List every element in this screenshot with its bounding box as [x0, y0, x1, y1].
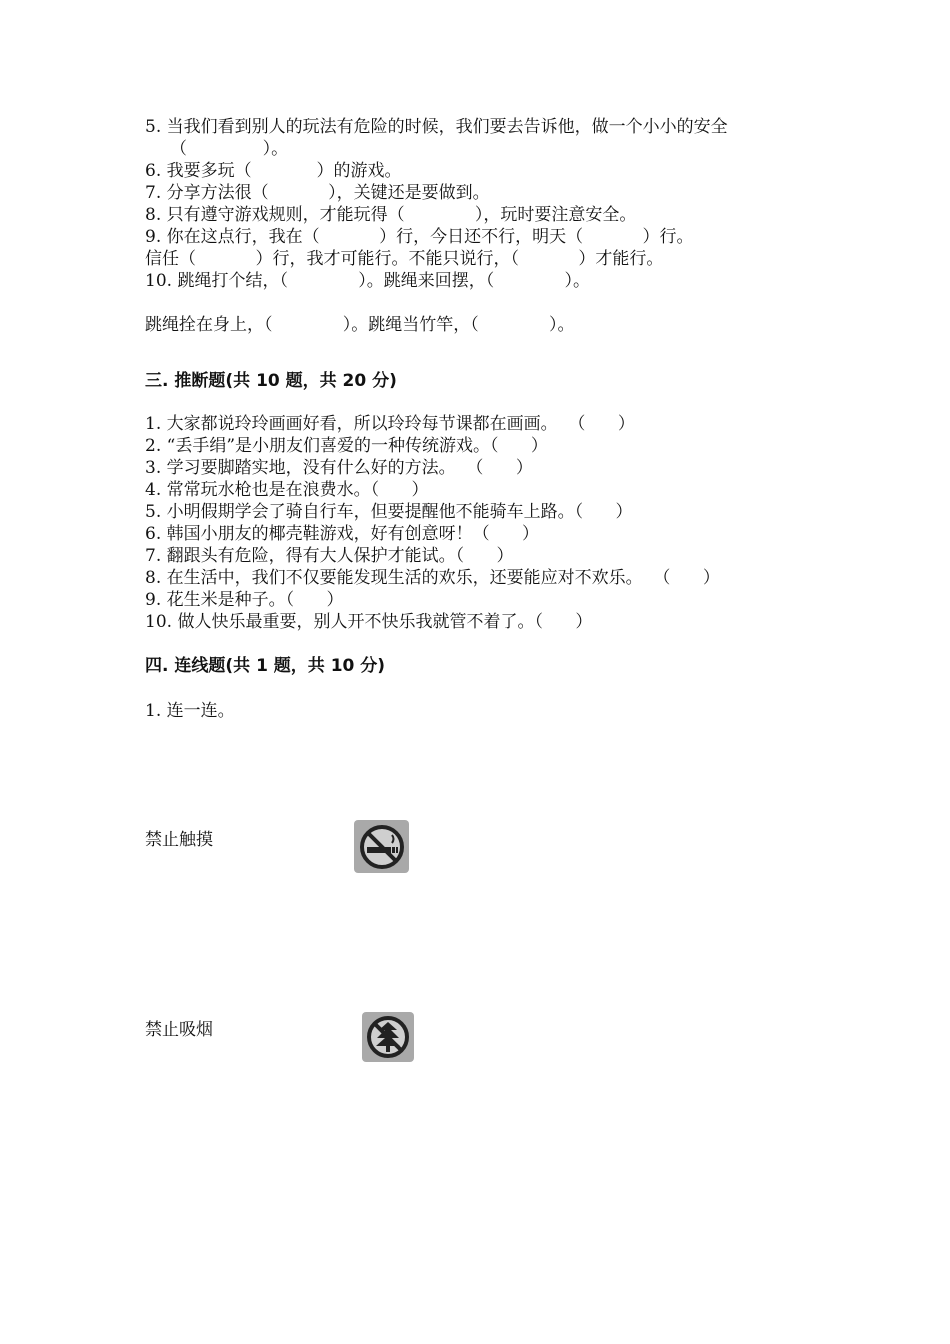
fill-blank-q9: 9. 你在这点行，我在（ ）行，今日还不行，明天（ ）行。	[145, 227, 694, 247]
judge-item-8: 8. 在生活中，我们不仅要能发现生活的欢乐，还要能应对不欢乐。 （ ）	[145, 568, 720, 588]
judge-item-6: 6. 韩国小朋友的椰壳鞋游戏，好有创意呀！（ ）	[145, 524, 540, 544]
judge-item-4: 4. 常常玩水枪也是在浪费水。（ ）	[145, 480, 429, 500]
fill-blank-q6: 6. 我要多玩（ ）的游戏。	[145, 161, 402, 181]
fill-blank-q5-blank: （ ）。	[170, 139, 289, 159]
section-3-title: 三. 推断题(共 10 题，共 20 分)	[145, 371, 397, 391]
fill-blank-q9-cont: 信任（ ）行，我才可能行。不能只说行，（ ）才能行。	[145, 249, 664, 269]
fill-blank-q7: 7. 分享方法很（ ），关键还是要做到。	[145, 183, 490, 203]
fill-blank-q10: 10. 跳绳打个结，（ ）。跳绳来回摆，（ ）。	[145, 271, 590, 291]
fill-blank-q5: 5. 当我们看到别人的玩法有危险的时候，我们要去告诉他，做一个小小的安全	[145, 117, 728, 137]
match-label-no-touch: 禁止触摸	[145, 830, 213, 850]
no-logging-icon	[362, 1012, 414, 1062]
judge-item-10: 10. 做人快乐最重要，别人开不快乐我就管不着了。（ ）	[145, 612, 593, 632]
judge-item-7: 7. 翻跟头有危险，得有大人保护才能试。（ ）	[145, 546, 514, 566]
no-smoking-icon	[354, 820, 409, 873]
judge-item-2: 2. “丢手绢”是小朋友们喜爱的一种传统游戏。（ ）	[145, 436, 548, 456]
judge-item-3: 3. 学习要脚踏实地，没有什么好的方法。 （ ）	[145, 458, 533, 478]
fill-blank-q10-cont: 跳绳拴在身上，（ ）。跳绳当竹竿，（ ）。	[145, 315, 575, 335]
judge-item-5: 5. 小明假期学会了骑自行车，但要提醒他不能骑车上路。（ ）	[145, 502, 633, 522]
section-4-title: 四. 连线题(共 1 题，共 10 分)	[145, 656, 386, 676]
judge-item-1: 1. 大家都说玲玲画画好看，所以玲玲每节课都在画画。 （ ）	[145, 414, 635, 434]
match-question: 1. 连一连。	[145, 701, 235, 721]
judge-item-9: 9. 花生米是种子。（ ）	[145, 590, 344, 610]
match-label-no-smoking: 禁止吸烟	[145, 1020, 213, 1040]
fill-blank-q8: 8. 只有遵守游戏规则，才能玩得（ ），玩时要注意安全。	[145, 205, 637, 225]
